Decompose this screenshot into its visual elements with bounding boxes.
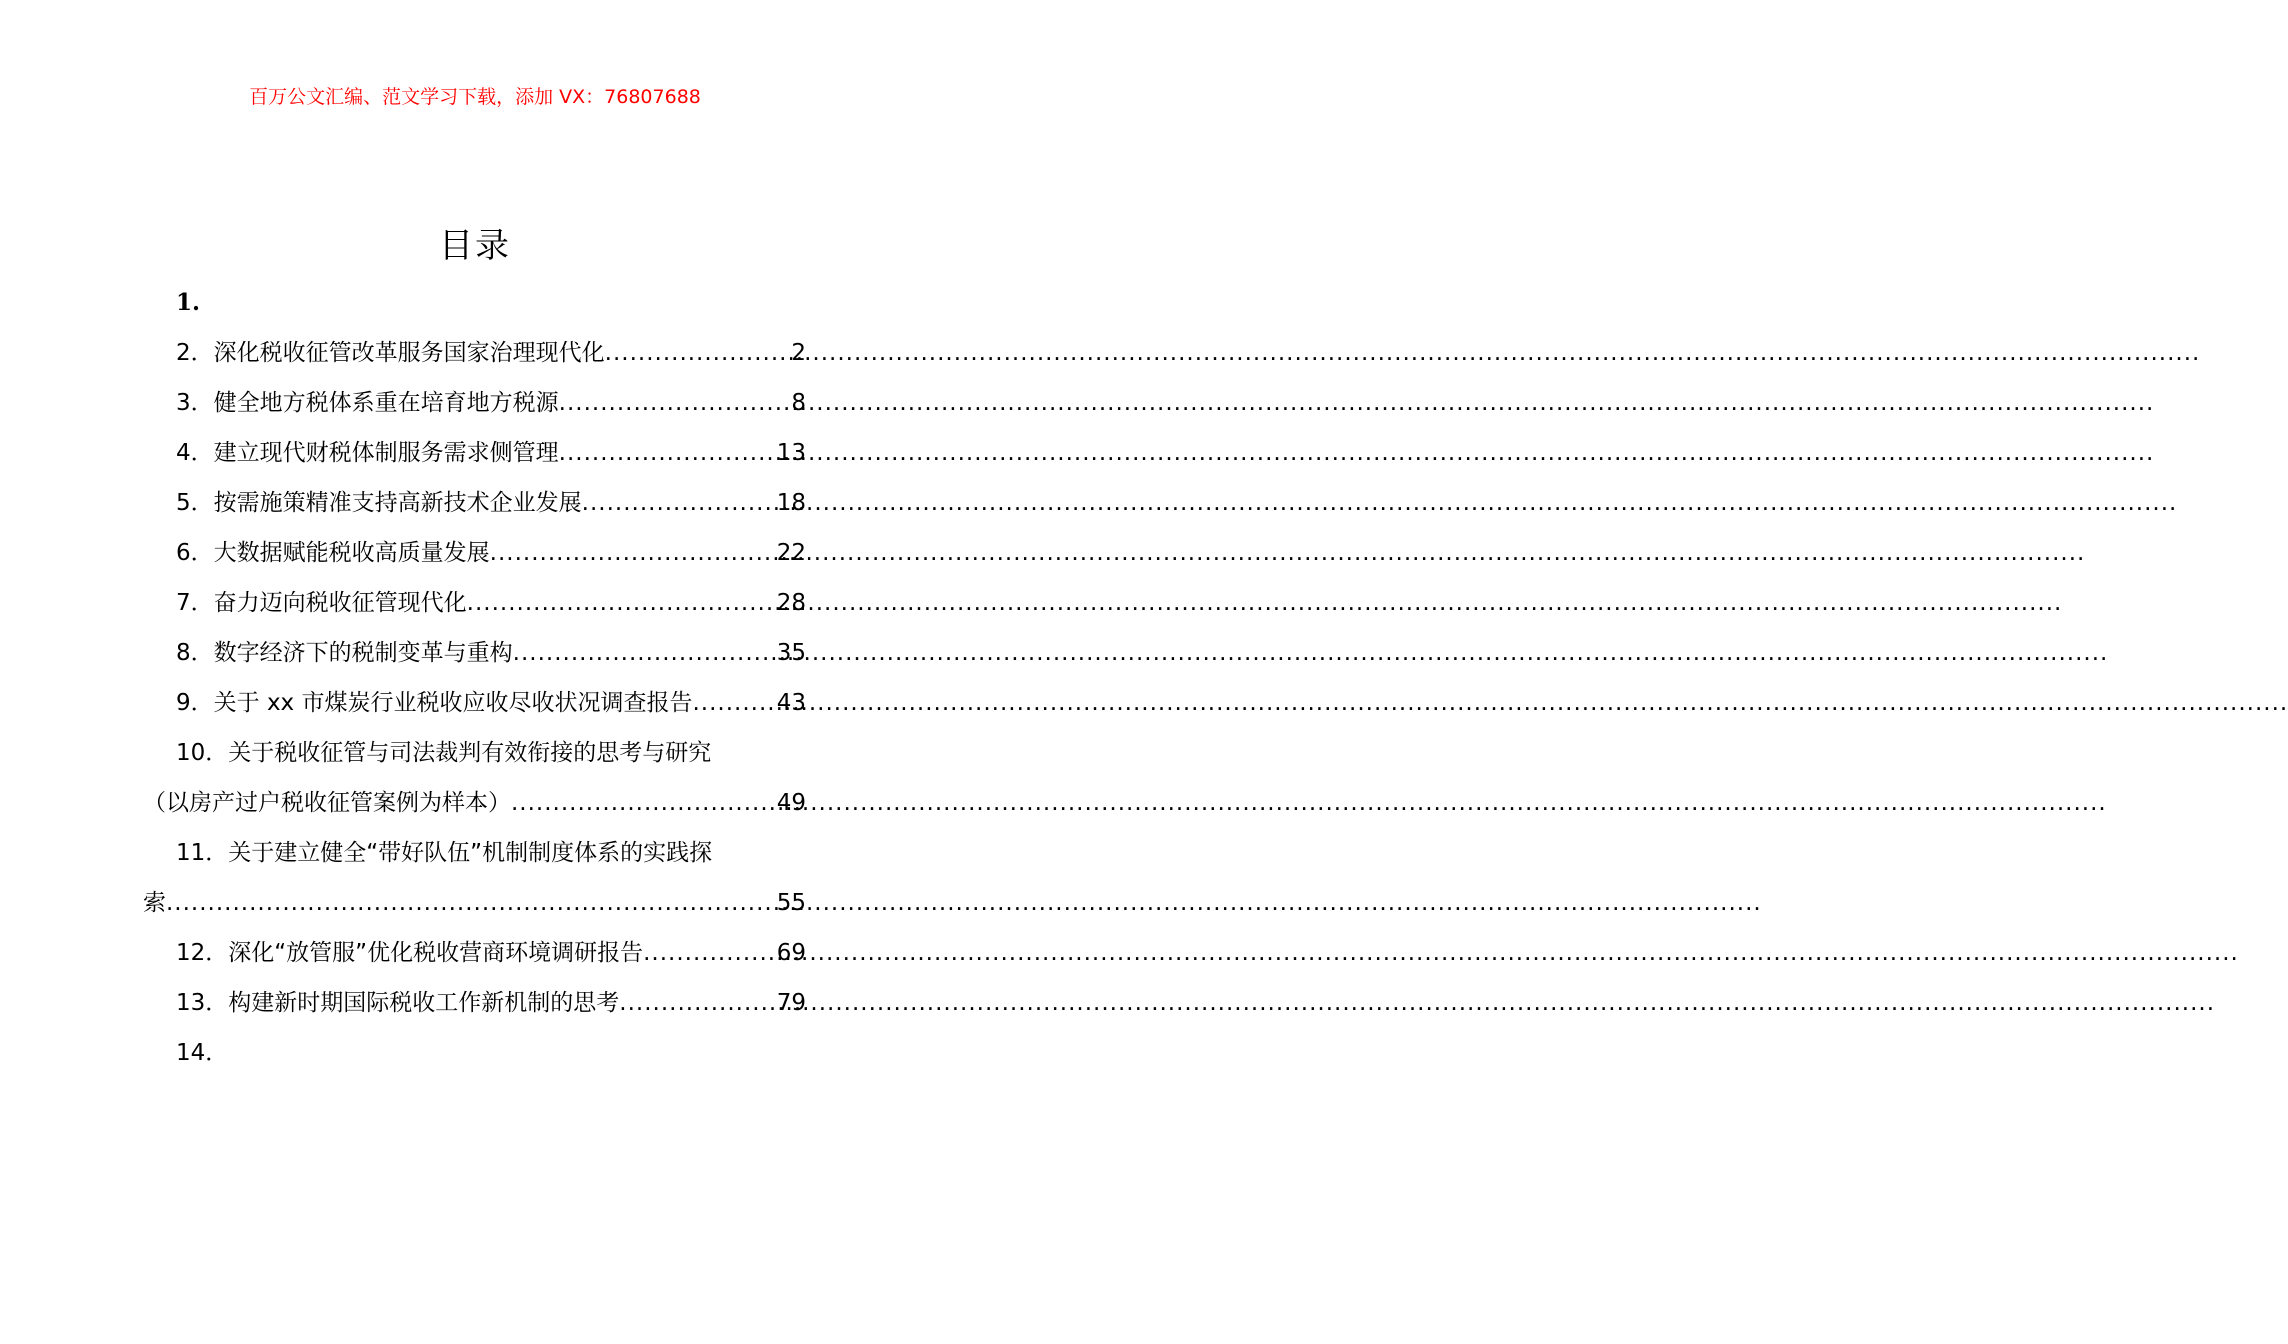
toc-entry-6[interactable] (143, 528, 806, 578)
toc-entry-label: 12．深化“放管服”优化税收营商环境调研报告 (176, 940, 644, 966)
toc-entry-1[interactable] (143, 278, 806, 328)
toc-entry-label-line1: 10．关于税收征管与司法裁判有效衔接的思考与研究 (176, 740, 712, 766)
toc-entry-label: 4．建立现代财税体制服务需求侧管理 (176, 440, 559, 466)
toc-page-number: 69 (776, 940, 806, 966)
toc-entry-label: 6．大数据赋能税收高质量发展 (176, 540, 490, 566)
toc-entry-label: 8．数字经济下的税制变革与重构 (176, 640, 513, 666)
toc-page-number: 79 (776, 990, 806, 1016)
toc-leader-dots (643, 928, 775, 978)
toc-leader-dots (619, 978, 774, 1028)
toc-leader-dots (513, 628, 775, 678)
toc-entry-label: 5．按需施策精准支持高新技术企业发展 (176, 490, 582, 516)
toc-entry-5[interactable] (143, 478, 806, 528)
toc-entry-label: 2．深化税收征管改革服务国家治理现代化 (176, 340, 605, 366)
table-of-contents (143, 278, 806, 1078)
toc-entry-label: 13．构建新时期国际税收工作新机制的思考 (176, 990, 620, 1016)
toc-entry-4[interactable] (143, 428, 806, 478)
toc-page-number: 43 (776, 690, 806, 716)
toc-entry-7[interactable] (143, 578, 806, 628)
toc-entry-8[interactable] (143, 628, 806, 678)
toc-entry-3[interactable] (143, 378, 806, 428)
toc-entry-label: 14． (176, 1040, 229, 1066)
toc-leader-dots (582, 478, 775, 528)
toc-page-number: 22 (776, 540, 806, 566)
toc-title: 目录 (439, 226, 511, 266)
toc-page-number: 49 (776, 790, 806, 816)
toc-entry-label-line2: 索 (143, 890, 166, 916)
toc-entry-14[interactable] (143, 1028, 806, 1078)
toc-entry-label: 7．奋力迈向税收征管现代化 (176, 590, 467, 616)
toc-page-number: 2 (791, 340, 806, 366)
toc-leader-dots (166, 878, 775, 928)
toc-page-number: 55 (776, 890, 806, 916)
toc-entry-10[interactable] (143, 728, 806, 828)
toc-entry-label-line2: （以房产过户税收征管案例为样本） (143, 790, 511, 816)
toc-leader-dots (511, 778, 775, 828)
toc-page-number: 8 (791, 390, 806, 416)
toc-page-number: 18 (776, 490, 806, 516)
toc-entry-11[interactable] (143, 828, 806, 928)
toc-entry-13[interactable] (143, 978, 806, 1028)
toc-leader-dots (559, 378, 790, 428)
toc-leader-dots (490, 528, 775, 578)
header-note: 百万公文汇编、范文学习下载，添加 VX：76807688 (249, 86, 701, 108)
toc-page-number: 13 (776, 440, 806, 466)
toc-leader-dots (467, 578, 775, 628)
toc-entry-12[interactable] (143, 928, 806, 978)
toc-entry-label: 3．健全地方税体系重在培育地方税源 (176, 390, 559, 416)
toc-page-number: 28 (776, 590, 806, 616)
toc-entry-2[interactable] (143, 328, 806, 378)
toc-page-number: 35 (776, 640, 806, 666)
toc-entry-label-line1: 11．关于建立健全“带好队伍”机制制度体系的实践探 (176, 840, 713, 866)
toc-leader-dots (559, 428, 775, 478)
toc-entry-label: 1. (176, 289, 201, 316)
toc-entry-label: 9．关于 xx 市煤炭行业税收应收尽收状况调查报告 (176, 690, 693, 716)
toc-leader-dots (605, 328, 790, 378)
toc-leader-dots (692, 678, 774, 728)
toc-entry-9[interactable] (143, 678, 806, 728)
